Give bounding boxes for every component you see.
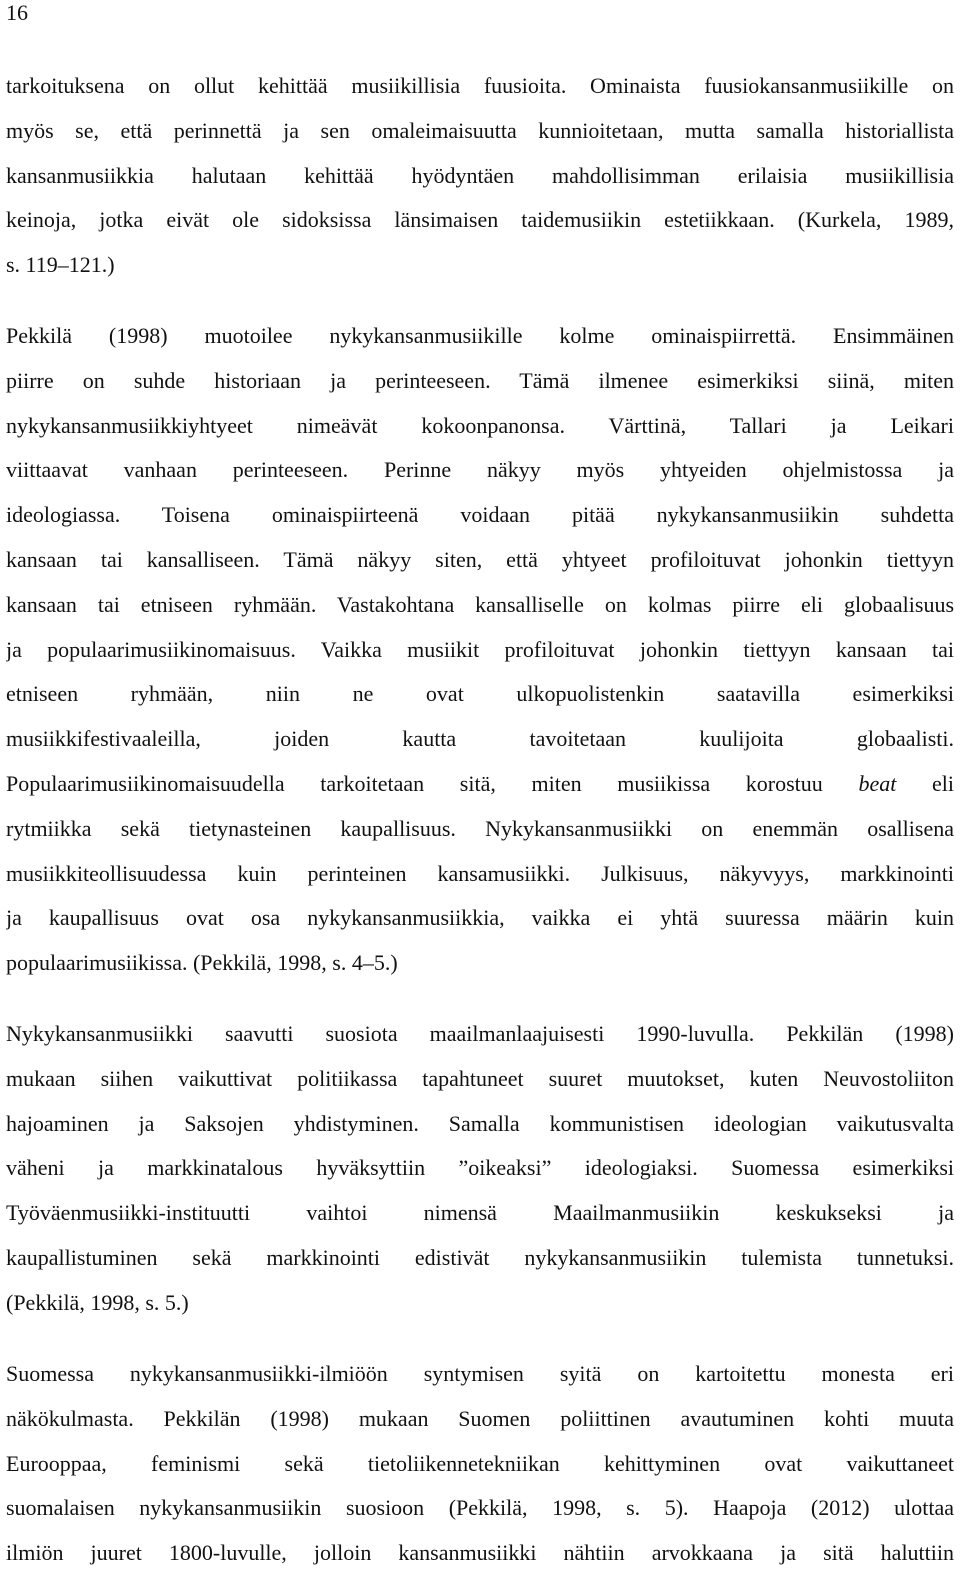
text-segment: Populaarimusiikinomaisuudella tarkoitetaan sitä, miten musiikissa korostuu (6, 770, 823, 796)
paragraph-2 (6, 314, 954, 986)
text-line: etniseen ryhmään, niin ne ovat ulkopuolistenkin saatavilla esimerkiksi (6, 681, 954, 707)
text-line: populaarimusiikissa. (Pekkilä, 1998, s. 4–5.) (6, 950, 398, 976)
text-line: Pekkilä (1998) muotoilee nykykansanmusiikille kolme ominaispiirrettä. Ensimmäinen (6, 323, 954, 348)
text-line: Suomessa nykykansanmusiikki-ilmiöön syntymisen syitä on kartoitettu monesta eri (6, 1361, 954, 1386)
text-line: musiikkiteollisuudessa kuin perinteinen kansamusiikki. Julkisuus, näkyvyys, markkinointi (6, 860, 954, 886)
text-line: kansaan tai kansalliseen. Tämä näkyy siten, että yhtyeet profiloituvat johonkin tiettyyn (6, 546, 954, 572)
text-line: keinoja, jotka eivät ole sidoksissa länsimaisen taidemusiikin estetiikkaan. (Kurkela, 1989, (6, 207, 954, 233)
paragraph-3 (6, 1012, 954, 1326)
text-line: tarkoituksena on ollut kehittää musiikillisia fuusioita. Ominaista fuusiokansanmusiikille on (6, 73, 954, 98)
text-line: mukaan siihen vaikuttivat politiikassa tapahtuneet suuret muutokset, kuten Neuvostoliiton (6, 1065, 954, 1091)
text-line: musiikkifestivaaleilla, joiden kautta tavoitetaan kuulijoita globaalisti. (6, 726, 954, 752)
text-line: kaupallistuminen sekä markkinointi edistivät nykykansanmusiikin tulemista tunnetuksi. (6, 1244, 954, 1270)
paragraph-1 (6, 64, 954, 288)
text-line: nykykansanmusiikkiyhtyeet nimeävät kokoonpanonsa. Värttinä, Tallari ja Leikari (6, 412, 954, 438)
text-line: hajoaminen ja Saksojen yhdistyminen. Samalla kommunistisen ideologian vaikutusvalta (6, 1110, 954, 1136)
text-line: Eurooppaa, feminismi sekä tietoliikennetekniikan kehittyminen ovat vaikuttaneet (6, 1450, 954, 1476)
text-line: kansanmusiikkia halutaan kehittää hyödyntäen mahdollisimman erilaisia musiikillisia (6, 162, 954, 188)
text-line: näkökulmasta. Pekkilän (1998) mukaan Suomen poliittinen avautuminen kohti muuta (6, 1405, 954, 1431)
text-line: väheni ja markkinatalous hyväksyttiin ”oikeaksi” ideologiaksi. Suomessa esimerkiksi (6, 1155, 954, 1181)
text-line: rytmiikka sekä tietynasteinen kaupallisuus. Nykykansanmusiikki on enemmän osallisena (6, 815, 954, 841)
text-line: suomalaisen nykykansanmusiikin suosioon (Pekkilä, 1998, s. 5). Haapoja (2012) ulottaa (6, 1495, 954, 1521)
text-segment: eli (932, 770, 954, 796)
page-number: 16 (6, 0, 28, 25)
italic-term: beat (858, 770, 897, 796)
text-line: (Pekkilä, 1998, s. 5.) (6, 1289, 189, 1315)
text-line: kansaan tai etniseen ryhmään. Vastakohtana kansalliselle on kolmas piirre eli globaalisuus (6, 591, 954, 617)
text-line: Työväenmusiikki-instituutti vaihtoi nimensä Maailmanmusiikin keskukseksi ja (6, 1200, 954, 1226)
text-line: piirre on suhde historiaan ja perinteeseen. Tämä ilmenee esimerkiksi siinä, miten (6, 367, 954, 393)
text-line: s. 119–121.) (6, 252, 115, 278)
text-line: myös se, että perinnettä ja sen omaleimaisuutta kunnioitetaan, mutta samalla historiallista (6, 117, 954, 143)
text-line: ilmiön juuret 1800-luvulle, jolloin kansanmusiikki nähtiin arvokkaana ja sitä haluttiin (6, 1540, 954, 1566)
text-line: ja populaarimusiikinomaisuus. Vaikka musiikit profiloituvat johonkin tiettyyn kansaan tai (6, 636, 954, 662)
paragraph-4 (6, 1352, 954, 1576)
text-line: ja kaupallisuus ovat osa nykykansanmusiikkia, vaikka ei yhtä suuressa määrin kuin (6, 905, 954, 931)
text-line-with-italic (6, 762, 954, 807)
text-line: Nykykansanmusiikki saavutti suosiota maailmanlaajuisesti 1990-luvulla. Pekkilän (1998) (6, 1021, 954, 1046)
text-line: viittaavat vanhaan perinteeseen. Perinne näkyy myös yhtyeiden ohjelmistossa ja (6, 457, 954, 483)
text-line: ideologiassa. Toisena ominaispiirteenä voidaan pitää nykykansanmusiikin suhdetta (6, 502, 954, 528)
